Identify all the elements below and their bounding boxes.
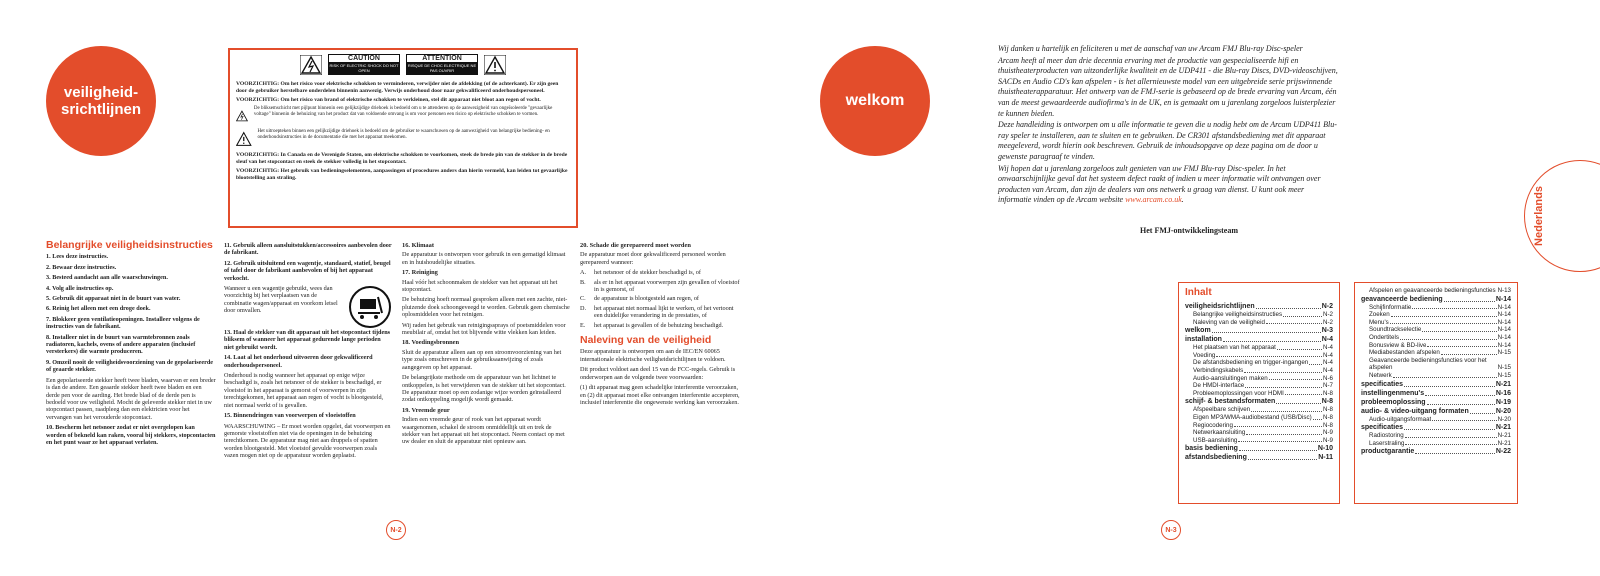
toc-entry[interactable]: Audio-aansluitingen maken N-6 — [1193, 374, 1333, 382]
toc-title: Inhalt — [1185, 287, 1212, 298]
language-tab-label: Nederlands — [1532, 186, 1545, 246]
toc-entry[interactable]: Mediabestanden afspelen N-15 — [1369, 349, 1511, 357]
repair-condition: E. het apparaat is gevallen of de behuizing beschadigd. — [580, 321, 724, 329]
item-20-body: De apparatuur moet door gekwalificeerd personeel worden gerepareerd wanneer: — [580, 251, 726, 266]
toc-entry[interactable]: Het plaatsen van het apparaat N-4 — [1193, 344, 1333, 352]
page-number-right: N-3 — [1161, 520, 1181, 540]
compliance-title: Naleving van de veiligheid — [580, 334, 712, 347]
toc-entry[interactable]: Radiostoring N-21 — [1369, 432, 1511, 440]
item-14: 14. Laat al het onderhoud uitvoeren door gekwalificeerd onderhoudspersoneel. — [224, 354, 373, 369]
intro-p3: Deze handleiding is ontworpen om u alle informatie te geven die u nodig hebt om de Arcam UDP411 Blu-ray speler te installeren, aan te sluiten en te gebruiken. De CR301 afstandsbediening met dit apparaat meegeleverd, wordt hierin ook beschreven. Gebruik de inhoudsopgave op deze pagina om de door u gewenste paragraaf te vinden. — [998, 120, 1337, 161]
arcam-website-link[interactable]: www.arcam.co.uk — [1125, 195, 1182, 205]
repair-conditions-list — [580, 269, 740, 329]
section-circle-veiligheid — [46, 46, 156, 156]
exclamation-explanation — [236, 129, 570, 149]
toc-entry[interactable]: productgarantie N-22 — [1361, 448, 1511, 456]
intro-p4: Wij hopen dat u jarenlang zorgeloos zult genieten van uw FMJ Blu-ray Disc-speler. In het onwaarschijnlijke geval dat het systeem defect raakt of indien u meer informatie wilt ontvangen over producten van Arcam, dan zijn de dealers van ons netwerk u graag van dienst. U kunt ook meer informatie vinden op de Arcam website www.arcam.co.uk. — [998, 163, 1321, 205]
toc-list-right — [1361, 295, 1511, 357]
safety-item: 5. Gebruik dit apparaat niet in de buurt van water. — [46, 295, 181, 303]
toc-entry[interactable]: Probleemoplossingen voor HDMI N-8 — [1193, 389, 1333, 397]
toc-list-left — [1185, 302, 1333, 462]
toc-entry[interactable]: Afspeelbare schijven N-8 — [1193, 406, 1333, 414]
toc-entry[interactable]: Regiocodering N-8 — [1193, 421, 1333, 429]
item-12: 12. Gebruik uitsluitend een wagentje, standaard, statief, beugel of tafel door de fabrikant aanbevolen of bij het apparaat verkocht. — [224, 259, 391, 282]
safety-item: 9. Omzeil nooit de veiligheidsvoorziening van de gepolariseerde of geaarde stekker. — [46, 358, 214, 374]
warning-p6: VOORZICHTIG: Het gebruik van bedieningselementen, aanpassingen of procedures anders dan hierin vermeld, kan leiden tot gevaarlijke blootstelling aan straling. — [236, 167, 568, 181]
lightning-explanation — [236, 106, 570, 126]
toc-entry[interactable]: Ondertitels N-14 — [1369, 333, 1511, 341]
safety-item: 3. Besteed aandacht aan alle waarschuwingen. — [46, 274, 168, 282]
toc-entry[interactable]: Audio-uitgangsformaat N-20 — [1369, 415, 1511, 423]
toc-entry[interactable]: schijf- & bestandsformaten N-8 — [1185, 398, 1333, 406]
toc-entry[interactable]: USB-aansluiting N-9 — [1193, 436, 1333, 444]
safety-column-3 — [402, 242, 570, 449]
exclamation-triangle-icon — [236, 129, 252, 149]
toc-entry[interactable]: Eigen MP3/WMA-audiobestand (USB/Disc) N-8 — [1193, 413, 1333, 421]
toc-entry[interactable]: De HMDI-interface N-7 — [1193, 382, 1333, 390]
cart-warning-icon — [348, 285, 392, 329]
toc-entry[interactable]: Verbindingskabels N-4 — [1193, 366, 1333, 374]
item-16-body: De apparatuur is ontworpen voor gebruik in een gematigd klimaat en in huishoudelijke situaties. — [402, 251, 566, 266]
section-circle-label: veiligheid- srichtlijnen — [60, 84, 142, 118]
item-14-body: Onderhoud is nodig wanneer het apparaat op enige wijze beschadigd is, zoals het netsnoer of de stekker is beschadigd, er vloeistof in het apparaat is gemorst of voorwerpen in zijn terechtgekomen, het apparaat aan regen of vocht is blootgesteld, niet normaal werkt of is gevallen. — [224, 372, 384, 409]
toc-entry[interactable]: Bonusview & BD-live N-14 — [1369, 341, 1511, 349]
toc-entry[interactable]: specificaties N-21 — [1361, 424, 1511, 432]
toc-entry[interactable]: basis bediening N-10 — [1185, 445, 1333, 453]
toc-entry[interactable]: Menu's N-14 — [1369, 318, 1511, 326]
lightning-triangle-icon — [236, 106, 248, 126]
toc-box-left — [1178, 282, 1340, 504]
safety-item: 2. Bewaar deze instructies. — [46, 263, 117, 271]
toc-entry[interactable]: Netwerk N-15 — [1369, 371, 1511, 379]
lightning-warning-icon — [300, 55, 322, 75]
toc-list-right-more — [1361, 372, 1511, 456]
item-15-body: WAARSCHUWING – Er moet worden opgelet, dat voorwerpen en gemorste vloeistoffen niet via de openingen in de behuizing terechtkomen. De apparatuur mag niet aan druppels of spatten worden blootgesteld. Met vloeistof gevulde voorwerpen zoals vazen mogen niet op de apparatuur worden geplaatst. — [224, 422, 391, 460]
item-15: 15. Binnendringen van voorwerpen of vloeistoffen — [224, 412, 356, 420]
polarised-plug-text: Een gepolariseerde stekker heeft twee bladen, waarvan er een breder is dan de andere. Een geaarde stekker heeft twee bladen en een derde pen voor de aarding. Het brede blad of de derde pen is bedoeld voor uw veiligheid. Mocht de geleverde stekker niet in uw stopcontact passen, raadpleeg dan een elektricien voor het vervangen van het verouderde stopcontact. — [46, 376, 216, 421]
warning-box — [228, 48, 578, 228]
repair-condition: C. de apparatuur is blootgesteld aan regen, of — [580, 295, 699, 303]
item-12-body: Wanneer u een wagentje gebruikt, wees dan voorzichtig bij het verplaatsen van de combinatie wagen/apparaat en voorkom letsel door omvallen. — [224, 285, 338, 315]
safety-column-2 — [224, 242, 392, 463]
toc-entry[interactable]: afstandsbediening N-11 — [1185, 454, 1333, 462]
caution-label: CAUTION RISK OF ELECTRIC SHOCK DO NOT OPEN — [329, 55, 399, 73]
section-circle-label: welkom — [845, 92, 905, 109]
page-number-left: N-2 — [386, 520, 406, 540]
lightning-explanation-text: De bliksemschicht met pijlpunt binnenin een gelijkzijdige driehoek is bedoeld om u te attenderen op de aanwezigheid van ongeïsoleerde "gevaarlijke voltage" binnenin de behuizing van het product dat van voldoende omvang is om voor personen een risico op elektrische schokken te vormen. — [253, 106, 553, 118]
intro-p1: Wij danken u hartelijk en feliciteren u met de aanschaf van uw Arcam FMJ Blu-ray Disc-speler — [998, 44, 1303, 53]
safety-item: 6. Reinig het alleen met een droge doek. — [46, 305, 151, 313]
safety-item: 7. Blokkeer geen ventilatieopeningen. Installeer volgens de instructies van de fabrikant. — [46, 315, 200, 331]
compliance-p3: (1) dit apparaat mag geen schadelijke interferentie veroorzaken, en (2) dit apparaat moet elke ontvangen interferentie accepteren, inclusief interferentie die ongewenste werking kan veroorzaken. — [580, 384, 740, 406]
item-11: 11. Gebruik alleen aansluitstukken/accessoires aanbevolen door de fabrikant. — [224, 242, 392, 257]
exclamation-warning-icon — [484, 55, 506, 75]
toc-entry[interactable]: De afstandsbediening en trigger-ingangen N-4 — [1193, 359, 1333, 367]
toc-entry[interactable]: geavanceerde bediening N-14 — [1361, 295, 1511, 303]
toc-entry[interactable]: audio- & video-uitgang formaten N-20 — [1361, 407, 1511, 415]
exclamation-explanation-text: Het uitroepteken binnen een gelijkzijdige driehoek is bedoeld om de gebruiker te waarschuwen op de aanwezigheid van belangrijke bediening- en onderhoudsinstructies in de documentatie die met het apparaat meekomen. — [257, 129, 550, 141]
toc-entry[interactable]: Geavanceerde bedieningsfuncties voor het afspelen N-15 — [1369, 356, 1511, 372]
compliance-p2: Dit product voldoet aan deel 15 van de FCC-regels. Gebruik is onderworpen aan de volgende twee voorwaarden: — [580, 366, 736, 381]
attention-label: ATTENTION RISQUE DE CHOC ELECTRIQUE NE PAS OUVRIR — [407, 55, 477, 73]
toc-entry[interactable]: instellingenmenu's N-16 — [1361, 389, 1511, 397]
item-17-body-1: Haal vóór het schoonmaken de stekker van het apparaat uit het stopcontact. — [402, 278, 558, 294]
item-20: 20. Schade die gerepareerd moet worden — [580, 242, 691, 249]
safety-item: 1. Lees deze instructies. — [46, 253, 109, 261]
safety-instructions-title: Belangrijke veiligheidsinstructies — [46, 239, 213, 251]
repair-condition: D. het apparaat niet normaal lijkt te werken, of het vertoont een duidelijke verandering in de prestaties, of — [580, 304, 734, 320]
section-circle-welkom — [820, 46, 930, 156]
item-19: 19. Vreemde geur — [402, 406, 450, 414]
toc-entry[interactable]: Afspelen en geavanceerde bedieningsfuncties N-13 — [1369, 287, 1511, 294]
toc-entry[interactable]: Voeding N-4 — [1193, 351, 1333, 359]
item-19-body: Indien een vreemde geur of rook van het apparaat wordt waargenomen, schakel de stroom onmiddellijk uit en trek de stekker van het apparaat uit het stopcontact. Neem contact op met uw dealer en sluit de apparatuur niet opnieuw aan. — [402, 416, 565, 446]
toc-entry[interactable]: Soundtrackselectie N-14 — [1369, 326, 1511, 334]
welcome-intro — [998, 44, 1338, 207]
warning-p5: VOORZICHTIG: In Canada en de Verenigde Staten, om elektrische schokken te voorkomen, steek de brede pin van de stekker in de brede sleuf van het stopcontact en steek de stekker volledig in het stopcontact. — [236, 152, 568, 166]
item-18: 18. Voedingsbronnen — [402, 339, 460, 347]
toc-entry[interactable]: Schijfinformatie N-14 — [1369, 303, 1511, 311]
toc-entry[interactable]: Belangrijke veiligheidsinstructies N-2 — [1193, 311, 1333, 318]
repair-condition: B. als er in het apparaat voorwerpen zijn gevallen of vloeistof in is gemorst, of — [580, 278, 740, 294]
safety-item: 8. Installeer niet in de buurt van warmtebronnen zoals radiatoren, kachels, ovens of andere apparaten (inclusief versterkers) die warmte produceren. — [46, 333, 196, 356]
item-13: 13. Haal de stekker van dit apparaat uit het stopcontact tijdens bliksem of wanneer het apparaat gedurende lange perioden niet gebruikt wordt. — [224, 329, 391, 351]
intro-p2: Arcam heeft al meer dan drie decennia ervaring met de productie van gespecialiseerde hifi en thuistheaterproducten van uitzonderlijke kwaliteit en de UDP411 - die Blu-ray Discs, DVD-videoschijven, SACDs en Audio CD's kan afspelen - is het allernieuwste model van een uitgebreide serie prijswinnende thuistheaterapparatuur. Het ontwerp van de FMJ-serie is gebaseerd op de brede ervaring van Arcam, één van de meest gewaardeerde audiofirma's in de UK, en is gemaakt om u jarenlang zorgeloos luisterplezier te kunnen bieden. — [998, 55, 1338, 118]
item-10: 10. Bescherm het netsnoer zodat er niet overgelopen kan worden of bekneld kan raken, vooral bij stekkers, stopcontacten en het punt waar ze het apparaat verlaten. — [46, 424, 216, 446]
repair-condition: A. het netsnoer of de stekker beschadigd is, of — [580, 269, 701, 277]
language-tab — [1524, 160, 1600, 272]
safety-list — [46, 253, 216, 373]
warning-p2: VOORZICHTIG: Om het risico van brand of elektrische schokken te verkleinen, stel dit apparaat niet bloot aan regen of vocht. — [236, 96, 541, 103]
compliance-p1: Deze apparatuur is ontworpen om aan de IEC/EN 60065 internationale elektrische veiligheidsrichtlijnen te voldoen. — [580, 348, 726, 363]
signature: Het FMJ-ontwikkelingsteam — [1140, 226, 1238, 235]
toc-entry[interactable]: Laserstraling N-21 — [1369, 439, 1511, 447]
item-17: 17. Reiniging — [402, 269, 438, 277]
toc-box-right — [1354, 282, 1518, 504]
warning-header — [236, 54, 570, 75]
item-17-body-3: Wij raden het gebruik van reinigingssprays of poetsmiddelen voor meubilair af, omdat het tot blijvende witte vlekken kan leiden. — [402, 321, 566, 337]
toc-entry[interactable]: veiligheidsrichtlijnen N-2 — [1185, 303, 1333, 310]
toc-entry[interactable]: specificaties N-21 — [1361, 380, 1511, 388]
safety-item: 4. Volg alle instructies op. — [46, 284, 114, 292]
item-17-body-2: De behuizing hoeft normaal gesproken alleen met een zachte, niet-pluizende doek schoongeveegd te worden. Gebruik geen chemische oplosmiddelen voor het reinigen. — [402, 296, 570, 319]
toc-entry[interactable]: Naleving van de veiligheid N-2 — [1193, 318, 1333, 326]
item-16: 16. Klimaat — [402, 242, 434, 249]
safety-column-1 — [46, 239, 216, 449]
item-18-body-1: Sluit de apparatuur alleen aan op een stroomvoorziening van het type zoals omschreven in de gebruiksaanwijzing of zoals aangegeven op het apparaat. — [402, 348, 562, 371]
toc-entry[interactable]: welkom N-3 — [1185, 327, 1333, 335]
item-18-body-2: De belangrijkste methode om de apparatuur van het lichtnet te ontkoppelen, is het verwijderen van de stekker uit het stopcontact. De apparatuur moet op een zodanige wijze worden geïnstalleerd zodat ontkoppeling mogelijk wordt gemaakt. — [402, 374, 566, 404]
toc-entry[interactable]: Zoeken N-14 — [1369, 311, 1511, 319]
toc-entry[interactable]: installation N-4 — [1185, 336, 1333, 344]
warning-p1: VOORZICHTIG: Om het risico voor elektrische schokken te verminderen, verwijder niet de afdekking (of de achterkant). Er zijn geen door de gebruiker herstelbare onderdelen binnenin aanwezig. Verwijs onderhoud door naar gekwalificeerd onderhoudspersoneel. — [236, 81, 559, 94]
toc-entry[interactable]: probleemoplossing N-19 — [1361, 398, 1511, 406]
toc-entry[interactable]: Netwerkaansluiting N-9 — [1193, 429, 1333, 437]
safety-column-4 — [580, 242, 740, 409]
